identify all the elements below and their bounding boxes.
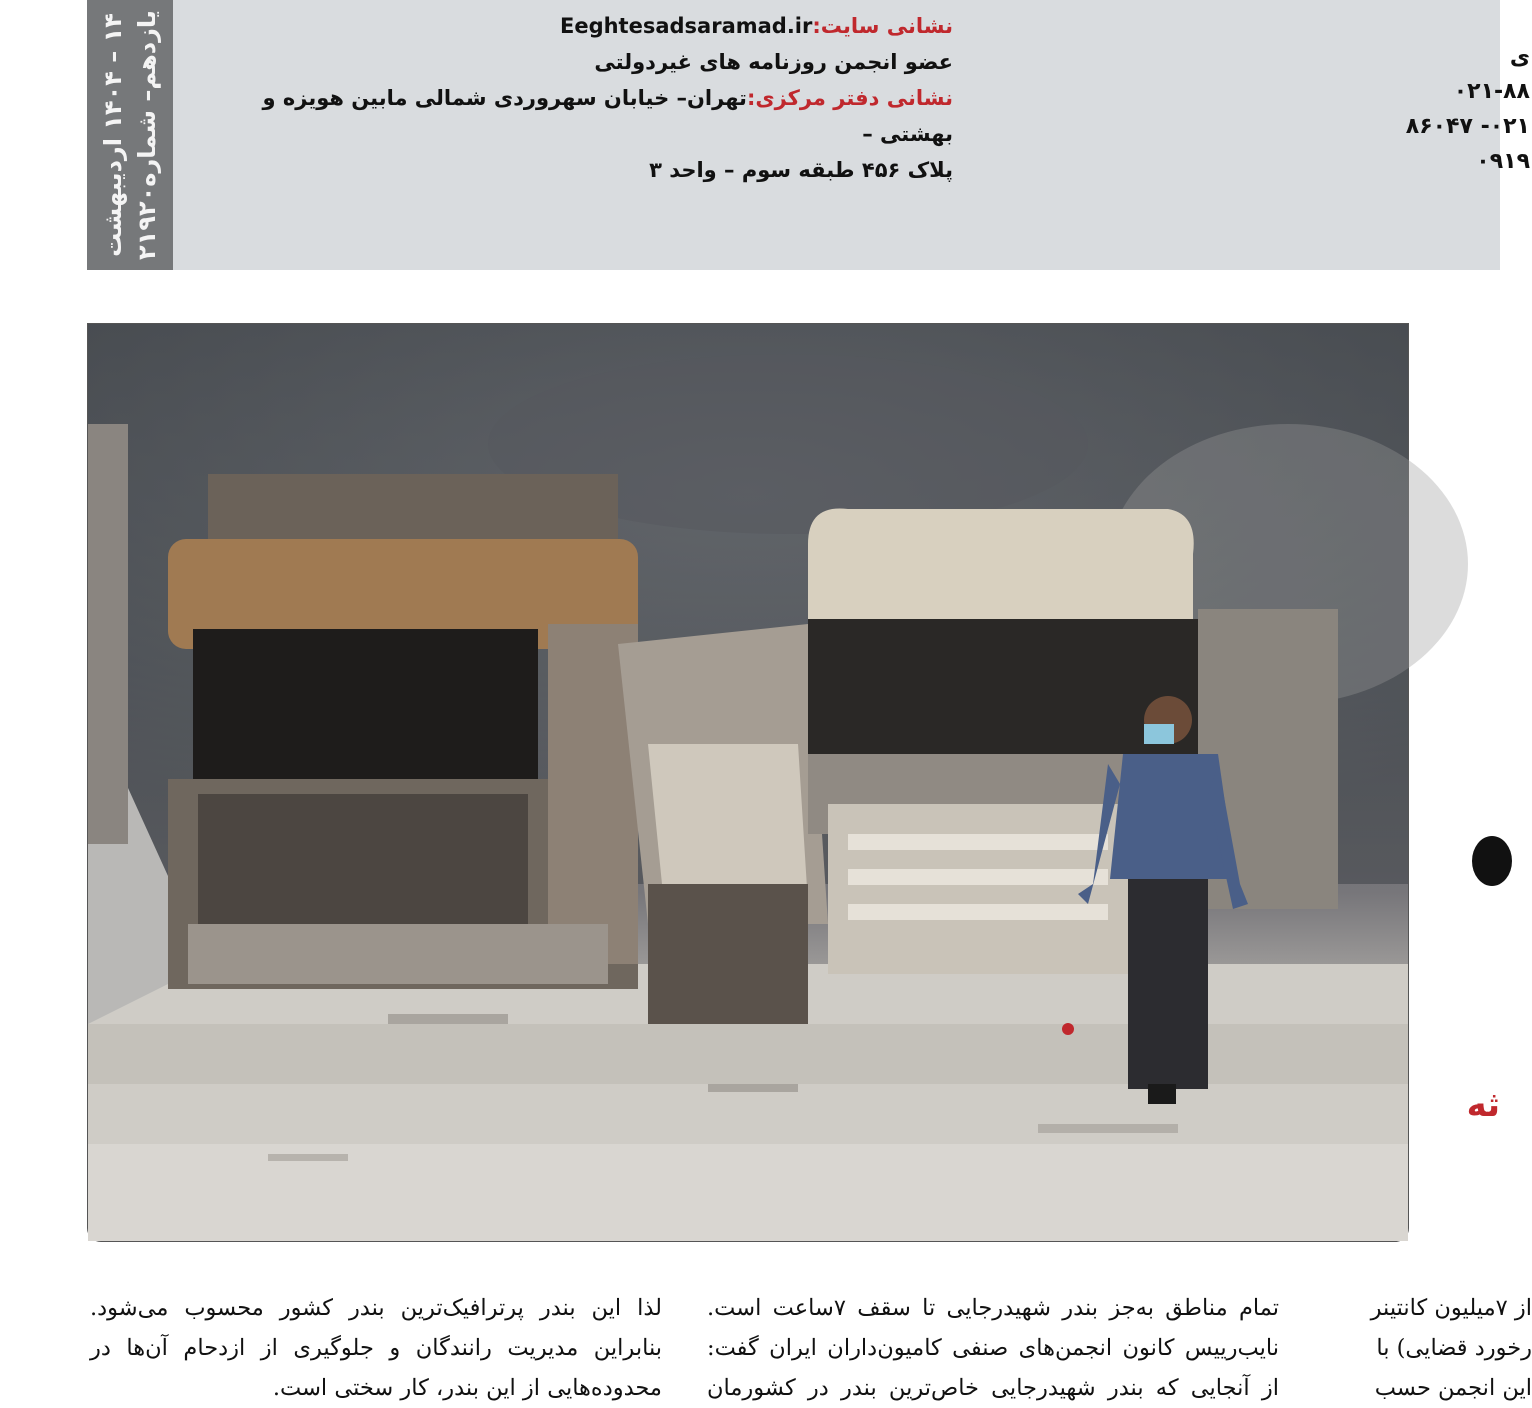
- cropped-red-headline: ثه: [1466, 1085, 1500, 1125]
- publisher-info: [250, 0, 953, 188]
- article-column-middle: [707, 1288, 1279, 1408]
- website-value: Eeghtesadsaramad.ir: [559, 14, 813, 38]
- address-value: تهران– خیابان سهروردی شمالی مابین هویزه و بهشتی –: [262, 86, 953, 146]
- text-line: از ۷میلیون کانتینر: [1370, 1295, 1532, 1321]
- issue-number-line: یازدهم– شماره۲۱۹۲۰: [133, 10, 161, 260]
- website-label: نشانی سایت:: [812, 14, 953, 38]
- article-column-right: [1322, 1288, 1532, 1408]
- text-line: رخورد قضایی) با: [1376, 1335, 1532, 1361]
- text-line: تمام مناطق به‌جز بندر شهیدرجایی تا سقف ۷ساعت است.: [707, 1295, 1280, 1321]
- cut-off-line: [250, 0, 953, 8]
- issue-date-line: ۱۴ – ۱۴۰۴ اردیبهشت: [99, 13, 127, 257]
- text-line: لذا این بندر پرترافیک‌ترین بندر کشور محسوب می‌شود.: [90, 1295, 662, 1321]
- date-strip: [87, 0, 173, 270]
- headline-glyph-shape: [1472, 836, 1512, 886]
- contact-line-3: ۰۲۱- ۸۶۰۴۷: [1405, 114, 1530, 139]
- news-photo: [87, 323, 1409, 1242]
- address-label: نشانی دفتر مرکزی:: [746, 86, 953, 110]
- text-line: این انجمن حسب: [1374, 1375, 1532, 1401]
- text-line: نایب‌رییس کانون انجمن‌های صنفی کامیون‌داران ایران گفت:: [707, 1335, 1279, 1361]
- contact-line-1: ی: [1509, 45, 1530, 70]
- membership-line: عضو انجمن روزنامه های غیردولتی: [594, 50, 953, 74]
- issue-date-text: [96, 10, 164, 260]
- contact-numbers: [1372, 45, 1530, 195]
- text-line: بنابراین مدیریت رانندگان و جلوگیری از ازدحام آن‌ها در: [90, 1335, 662, 1361]
- address-line-2: پلاک ۴۵۶ طبقه سوم – واحد ۳: [649, 158, 953, 182]
- contact-line-2: ۰۲۱-۸۸: [1453, 79, 1530, 104]
- cropped-headline-glyph: [1472, 836, 1500, 896]
- article-column-left: [90, 1288, 662, 1408]
- text-line: محدوده‌هایی از این بندر، کار سختی است.: [272, 1375, 662, 1401]
- text-line: از آنجایی که بندر شهیدرجایی خاص‌ترین بندر در کشورمان: [707, 1375, 1279, 1401]
- website-line: [250, 8, 953, 44]
- address-line: [250, 80, 953, 152]
- contact-line-4: ۰۹۱۹: [1476, 149, 1530, 174]
